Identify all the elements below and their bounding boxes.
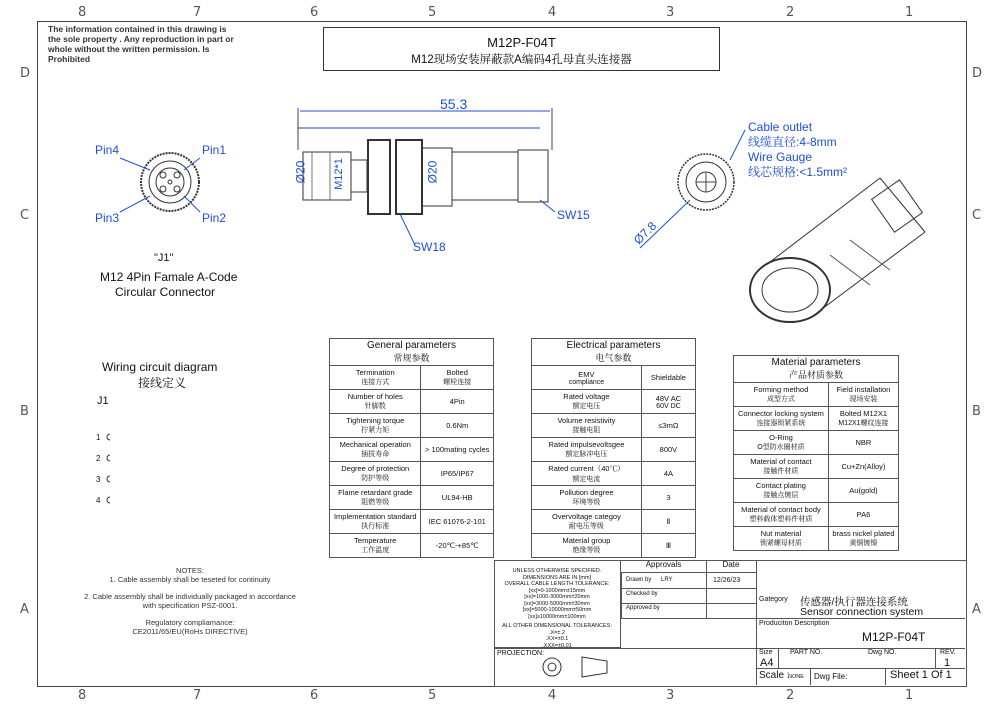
connector-tag: "J1"	[154, 252, 174, 264]
approvals-header: Approvals	[621, 560, 707, 573]
table-row: Contact plating 接触点镀层 Au(gold)	[734, 479, 899, 503]
tol-overall: OVERALL CABLE LENGTH TOLERANCE:	[504, 581, 610, 587]
dim-length: 55.3	[440, 96, 468, 112]
part-number: M12P-F04T	[487, 35, 556, 50]
zone-b-left: B	[20, 404, 29, 419]
category-en: Sensor connection system	[800, 606, 924, 618]
zone-c-right: C	[972, 208, 982, 223]
category-label: Gategory	[759, 596, 788, 603]
regulatory-value: CE2011/65/EU(RoHs DIRECTIVE)	[132, 627, 248, 636]
table-row: Termination 连接方式 Bolted 螺栓连接	[330, 366, 494, 390]
front-view-icon	[120, 153, 200, 212]
regulatory-label: Regulatory compliamance:	[145, 618, 235, 627]
zone-6: 6	[310, 5, 319, 20]
pin4-label: Pin4	[95, 143, 120, 157]
zone-7: 7	[193, 5, 202, 20]
production-desc-label: Produciton Description	[759, 620, 830, 627]
zone-1-bottom: 1	[905, 688, 914, 703]
table-row: Material of contact 接触件材质 Cu+Zn(Alloy)	[734, 455, 899, 479]
tolerance-block	[494, 560, 621, 648]
tol-other: ALL OTHER DIMENSIONAL TOLERANCES:	[502, 623, 612, 629]
table-row: Volume resistivity 接触电阻 ≤3mΩ	[532, 414, 696, 438]
tol-xxx: .XXX=±0.01	[542, 642, 572, 649]
dim-sw18: SW18	[413, 240, 446, 254]
table-row: EMV compliance Shieldable	[532, 366, 696, 390]
wiring-pin-3: 3	[96, 475, 101, 484]
zone-c-left: C	[20, 208, 30, 223]
table-row: Number of holes 针脚数 4Pin	[330, 390, 494, 414]
wiring-title: Wiring circuit diagram	[102, 360, 218, 374]
table-row: Rated voltage 额定电压 48V AC 60V DC	[532, 390, 696, 414]
note-2: 2. Cable assembly shall be individually packaged in accordance with specification PSZ-0001.	[84, 592, 296, 610]
checked-by-label: Checked by	[626, 591, 658, 597]
zone-a-left: A	[20, 602, 29, 617]
production-desc-value: M12P-F04T	[862, 630, 926, 644]
wiring-j1: J1	[97, 395, 109, 407]
zone-4-bottom: 4	[548, 688, 557, 703]
electrical-title: Electrical parameters 电气参数	[532, 339, 696, 366]
dim-diameter-2: Ø20	[425, 160, 440, 184]
table-row: Material group 绝缘等级 Ⅲ	[532, 534, 696, 558]
drawn-date: 12/26/23	[713, 577, 741, 584]
approvals-block	[621, 560, 756, 618]
iso-view-icon	[750, 178, 925, 322]
cable-note	[748, 120, 847, 180]
pin1-label: Pin1	[202, 143, 227, 157]
pin2-label: Pin2	[202, 211, 227, 225]
cable-diameter: 线缆直径:4-8mm	[748, 135, 837, 149]
notes	[80, 566, 300, 636]
tol-5: [xx]≥10000mm±100mm	[528, 613, 586, 620]
zone-4: 4	[548, 5, 557, 20]
tol-4: [xx]=5000-10000mm±50mm	[522, 607, 592, 613]
zone-6-bottom: 6	[310, 688, 319, 703]
zone-d-right: D	[972, 66, 983, 81]
zone-8: 8	[78, 5, 87, 20]
table-row: Pollution degree 环境等级 3	[532, 486, 696, 510]
wiring-pin-1: 1	[96, 433, 101, 442]
date-header: Date	[706, 560, 756, 573]
table-row: Mechanical operation 插拔寿命 > 100mating cycles	[330, 438, 494, 462]
general-parameters-table	[329, 338, 494, 558]
projection-label: PROJECTION:	[497, 650, 545, 657]
tol-3: [xx]=3000-5000mm±30mm	[524, 600, 590, 607]
sheet-label: Sheet 1 Of 1	[890, 669, 952, 681]
zone-1: 1	[905, 5, 914, 20]
wire-gauge: Wire Gauge	[748, 150, 813, 164]
zone-3: 3	[666, 5, 675, 20]
table-row: Forming method 成型方式 Field installation 现场安装	[734, 383, 899, 407]
electrical-parameters-table	[531, 338, 696, 558]
connector-name-2: Circular Connector	[115, 285, 216, 299]
zone-7-bottom: 7	[193, 688, 202, 703]
category-cn: 传感器/执行器连接系统	[800, 596, 908, 608]
dim-thread: M12*1	[332, 158, 345, 190]
material-parameters-table	[733, 355, 899, 551]
zone-5: 5	[428, 5, 437, 20]
notes-title: NOTES:	[176, 566, 204, 575]
table-row: Flame retardant grade 阻燃等级 UL94-HB	[330, 486, 494, 510]
zone-d-left: D	[20, 66, 31, 81]
dim-diameter-1: Ø20	[293, 160, 308, 184]
wiring-pins-icon	[107, 434, 110, 503]
part-no-label: PART NO.	[790, 649, 823, 656]
wiring-pin-2: 2	[96, 454, 101, 463]
tol-x: .X=±.2	[548, 629, 565, 636]
rev-label: REV.	[940, 649, 956, 656]
table-row: Material of contact body 塑料载体塑料件材质 PA6	[734, 503, 899, 527]
table-row: O-Ring O型防水圈材质 NBR	[734, 431, 899, 455]
drawn-by-label: Drawn by	[626, 577, 652, 583]
zone-8-bottom: 8	[78, 688, 87, 703]
part-description: M12现场安装屏蔽款A编码4孔母直头连接器	[411, 54, 632, 66]
table-row: Implementation standard 执行标准 IEC 61076-2-101	[330, 510, 494, 534]
pin3-label: Pin3	[95, 211, 120, 225]
dwg-no-label: Dwg NO.	[868, 649, 897, 656]
size-value: A4	[760, 657, 774, 669]
table-row: Nut material 锁紧螺母材质 brass nickel plated 黄铜镀镍	[734, 527, 899, 551]
zone-2-bottom: 2	[786, 688, 795, 703]
tol-1: [xx]=0-1000mm±15mm	[528, 587, 586, 594]
material-title: Material parameters 产品材质参数	[734, 356, 899, 383]
zone-2: 2	[786, 5, 795, 20]
zone-a-right: A	[972, 602, 981, 617]
table-row: Rated impulsevoltsgee 额定脉冲电压 800V	[532, 438, 696, 462]
table-row: Tightening torque 拧紧力矩 0.6Nm	[330, 414, 494, 438]
scale-label: Scale :	[759, 670, 790, 681]
tol-xx: .XX=±0.1	[545, 636, 569, 642]
copyright-notice: The information contained in this drawing is the sole property . Any reproduction in part or whole without the written permission. Is Prohibited	[48, 24, 234, 64]
note-1: 1. Cable assembly shall be teseted for continuity	[109, 575, 271, 584]
dwg-file-label: Dwg File:	[814, 672, 848, 681]
dim-diameter-3: Ø7.8	[630, 218, 660, 248]
rev-value: 1	[944, 657, 951, 669]
table-row: Rated current（40℃） 额定电流 4A	[532, 462, 696, 486]
table-row: Connector locking system 连接器锁紧系统 Bolted M12X1 M12X1螺纹连接	[734, 407, 899, 431]
scale-value: NONE	[788, 674, 804, 680]
dim-sw15: SW15	[557, 208, 590, 222]
zone-5-bottom: 5	[428, 688, 437, 703]
wiring-pin-4: 4	[96, 496, 101, 505]
cable-outlet: Cable outlet	[748, 120, 813, 134]
table-row: Temperature 工作温度 -20℃-+85℃	[330, 534, 494, 558]
zone-3-bottom: 3	[666, 688, 675, 703]
connector-name: M12 4Pin Famale A-Code	[100, 270, 238, 284]
approved-by-label: Approved by	[626, 605, 660, 611]
wire-spec: 线芯规格:<1.5mm²	[748, 165, 848, 179]
tol-2: [xx]=1000-3000mm±20mm	[524, 594, 590, 600]
size-label: Size	[759, 649, 773, 656]
wiring-title-cn: 接线定义	[138, 376, 187, 390]
tol-unless: UNLESS OTHERWISE SPECIFIED.	[512, 568, 602, 574]
table-row: Degree of protection 防护等级 IP65/IP67	[330, 462, 494, 486]
general-title: General parameters 常规参数	[330, 339, 494, 366]
drawn-by-name: LRY	[661, 577, 673, 583]
table-row: Overvoltage categoy 耐电压等级 Ⅱ	[532, 510, 696, 534]
tol-dims: DIMENSIONS ARE IN [mm]	[522, 574, 592, 581]
zone-b-right: B	[972, 404, 981, 419]
